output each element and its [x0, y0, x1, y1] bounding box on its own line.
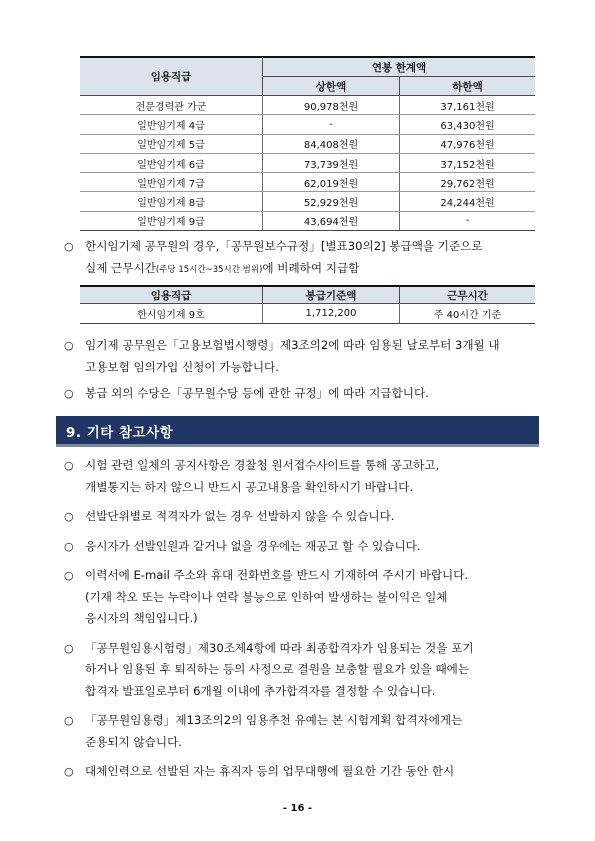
insurance-paragraph: [64, 335, 540, 378]
upper-cell: 90,978천원: [263, 96, 400, 115]
table-row: [80, 211, 535, 230]
upper-cell: 62,019천원: [263, 173, 400, 192]
parttime-pay-line2b: 에 비례하여 지급함: [262, 260, 360, 275]
note-text: 개별통지는 하지 않으니 반드시 공고내용을 확인하시기 바랍니다.: [85, 479, 414, 494]
list-item: [64, 565, 540, 630]
table-row: [80, 153, 535, 172]
parttime-pay-line2a: 실제 근무시간: [85, 260, 156, 275]
grade-cell: 일반임기제 4급: [80, 115, 263, 134]
grade-cell: 일반임기제 9급: [80, 211, 263, 230]
parttime-pay-line1: 한시임기제 공무원의 경우,「공무원보수규정」[별표30의2] 봉급액을 기준으로: [85, 239, 483, 253]
bullet-circle-icon: ○: [64, 714, 74, 727]
upper-cell: 43,694천원: [263, 211, 400, 230]
bullet-circle-icon: ○: [64, 539, 74, 553]
list-item: [64, 761, 540, 783]
lower-cell: 63,430천원: [400, 115, 536, 134]
work-hours-header: 근무시간: [400, 286, 536, 304]
note-text: 시험 관련 일체의 공지사항은 경찰청 원서접수사이트를 통해 공고하고,: [85, 458, 440, 472]
grade-cell: 일반임기제 8급: [80, 192, 263, 211]
bullet-circle-icon: ○: [64, 765, 74, 778]
note-text: 하거나 임용된 후 퇴직하는 등의 사정으로 결원을 보충할 필요가 있을 때에는: [85, 662, 470, 676]
table-row: [80, 115, 535, 134]
table-row: [80, 96, 535, 115]
grade-header: 임용직급: [80, 57, 263, 96]
parttime-pay-paragraph: [64, 236, 540, 281]
bullet-circle-icon: ○: [64, 240, 74, 253]
parttime-hours-range: (주당 15시간~35시간 범위): [155, 264, 263, 275]
note-text: 선발단위별로 적격자가 없는 경우 선발하지 않을 수 있습니다.: [85, 509, 395, 523]
base-pay-header: 봉급기준액: [263, 286, 400, 304]
note-text: 「공무원임용시험령」제30조제4항에 따라 최종합격자가 임용되는 것을 포기: [85, 640, 474, 655]
lower-cell: 29,762천원: [400, 173, 536, 192]
note-text: 준용되지 않습니다.: [85, 734, 182, 749]
note-list: [64, 455, 540, 783]
grade-cell: 일반임기제 7급: [80, 173, 263, 192]
grade-cell: 전문경력관 가군: [80, 96, 263, 115]
upper-cell: -: [263, 115, 400, 134]
lower-limit-header: 하한액: [400, 77, 536, 96]
allowance-line1: 봉급 외의 수당은「공무원수당 등에 관한 규정」에 따라 지급합니다.: [85, 386, 429, 400]
insurance-line1: 임기제 공무원은「고용보험법시행령」제3조의2에 따라 임용된 날로부터 3개월 내: [85, 338, 500, 352]
list-item: [64, 455, 540, 498]
note-text: 「공무원임용령」제13조의2의 임용추천 유예는 본 시험계획 합격자에게는: [85, 713, 463, 727]
list-item: [64, 536, 540, 558]
section-title: 9. 기타 참고사항: [66, 425, 174, 441]
bullet-circle-icon: ○: [64, 569, 74, 582]
page-number: - 16 -: [282, 803, 313, 814]
bullet-circle-icon: ○: [64, 339, 74, 352]
lower-cell: 24,244천원: [400, 192, 536, 211]
lower-cell: -: [400, 211, 536, 230]
note-text: (기재 착오 또는 누락이나 연락 불능으로 인하여 발생하는 불이익은 일체: [85, 589, 448, 604]
grade-cell: 일반임기제 5급: [80, 134, 263, 153]
note-text: 합격자 발표일로부터 6개월 이내에 추가합격자를 결정할 수 있습니다.: [85, 683, 436, 698]
table-row: [80, 173, 535, 192]
grade-cell: 일반임기제 6급: [80, 153, 263, 172]
base-pay-cell: 1,712,200: [263, 304, 400, 324]
bullet-circle-icon: ○: [64, 641, 74, 655]
bullet-circle-icon: ○: [64, 510, 74, 523]
upper-limit-header: 상한액: [263, 77, 400, 96]
note-text: 응시자가 선발인원과 같거나 없을 경우에는 재공고 할 수 있습니다.: [85, 538, 421, 553]
section-header-bar: [56, 416, 539, 447]
list-item: [64, 506, 540, 528]
list-item: [64, 710, 540, 753]
upper-cell: 73,739천원: [263, 153, 400, 172]
annual-salary-limit-header: 연봉 한계액: [263, 57, 536, 77]
lower-cell: 37,161천원: [400, 96, 536, 115]
upper-cell: 84,408천원: [263, 134, 400, 153]
salary-limit-table: [80, 56, 535, 231]
note-text: 응시자의 책임입니다.): [85, 611, 198, 625]
bullet-circle-icon: ○: [64, 459, 74, 472]
lower-cell: 47,976천원: [400, 134, 536, 153]
upper-cell: 52,929천원: [263, 192, 400, 211]
note-text: 대체인력으로 선발된 자는 휴직자 등의 업무대행에 필요한 기간 동안 한시: [85, 764, 455, 778]
table-row: [80, 134, 535, 153]
work-hours-cell: 주 40시간 기준: [400, 304, 536, 324]
allowance-paragraph: [64, 383, 540, 405]
grade-cell: 한시임기제 9호: [80, 304, 263, 324]
lower-cell: 37,152천원: [400, 153, 536, 172]
list-item: [64, 638, 540, 703]
parttime-base-pay-table: [80, 285, 535, 324]
insurance-line2: 고용보험 임의가입 신청이 가능합니다.: [85, 359, 279, 374]
grade-header: 임용직급: [80, 286, 263, 304]
table-row: [80, 304, 535, 324]
table-row: [80, 192, 535, 211]
note-text: 이력서에 E-mail 주소와 휴대 전화번호를 반드시 기재하여 주시기 바랍니다.: [85, 568, 469, 582]
bullet-circle-icon: ○: [64, 387, 74, 400]
